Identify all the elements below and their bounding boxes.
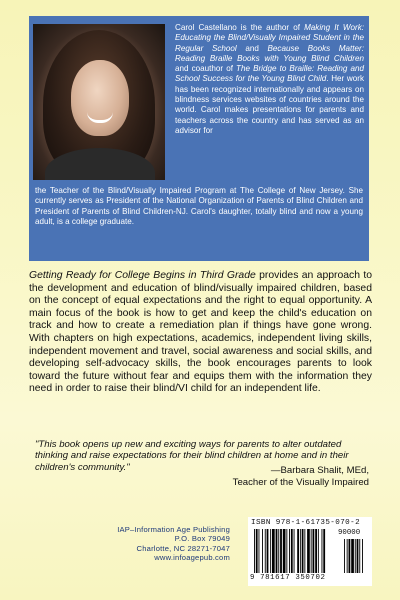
- barcode-bar: [280, 529, 282, 573]
- bio-connector: and coauthor of: [175, 64, 237, 74]
- addon-bar: [357, 539, 359, 573]
- barcode-box: [248, 517, 372, 586]
- barcode-bar: [322, 529, 323, 573]
- barcode-bar: [256, 529, 258, 573]
- author-face: [71, 60, 129, 136]
- publisher-name: IAP–Information Age Publishing: [117, 525, 230, 534]
- bio-connector: and: [236, 43, 268, 53]
- barcode-bar: [297, 529, 299, 573]
- barcode-bar: [300, 529, 301, 573]
- addon-bar: [349, 539, 351, 573]
- barcode-bar: [262, 529, 263, 573]
- barcode-bar: [254, 529, 255, 573]
- book-title: Getting Ready for College Begins in Third Grade: [29, 270, 256, 281]
- barcode-bar: [304, 529, 305, 573]
- addon-bar: [359, 539, 360, 573]
- barcode-bar: [270, 529, 271, 573]
- price-code: 90000: [338, 529, 361, 537]
- barcode-bar: [276, 529, 278, 573]
- testimonial-attribution: —Barbara Shalit, MEd, Teacher of the Visually Impaired: [232, 465, 369, 488]
- bio-book-title-2: Because Books Matter: Reading Braille Books with Young Blind Children: [175, 43, 364, 63]
- book-description: [29, 270, 372, 396]
- bio-book-title-3: The Bridge to Braille: Reading and School Success for the Young Blind Child: [175, 64, 365, 84]
- publisher-block: [85, 525, 230, 563]
- barcode-bar: [272, 529, 275, 573]
- addon-bar: [344, 539, 345, 573]
- bio-book-title-1: Making It Work: Educating the Blind/Visually Impaired Student in the Regular School: [175, 23, 365, 53]
- addon-bar: [362, 539, 363, 573]
- addon-bar: [355, 539, 356, 573]
- barcode-bar: [278, 529, 279, 573]
- barcode-bar: [302, 529, 304, 573]
- bio-body: . Her work has been recognized internationally and appears on blindness services websites of countries around the world. Carol makes presentations for parents and teachers across the country and has served as an advisor for: [175, 74, 364, 135]
- author-photo: [33, 24, 165, 180]
- barcode-bar: [313, 529, 315, 573]
- publisher-city: Charlotte, NC 28271-7047: [136, 543, 230, 553]
- barcode-bar: [294, 529, 295, 573]
- ean-digits: 9 781617 350702: [250, 574, 326, 582]
- barcode-bar: [291, 529, 293, 573]
- addon-bar: [347, 539, 348, 573]
- bio-intro: Carol Castellano is the author of: [175, 23, 305, 32]
- barcode-bar: [318, 529, 319, 573]
- author-bio-panel: [29, 16, 369, 261]
- publisher-po-box: P.O. Box 79049: [174, 534, 230, 544]
- author-bio-continued: the Teacher of the Blind/Visually Impaired Program at The College of New Jersey. She currently serves as President of the National Organization of Parents of Blind Children and President of Parents of Blind Children-NJ. Carol's daughter, totally blind and now a young adult, is a college graduate.: [35, 186, 363, 226]
- barcode-bar: [265, 529, 266, 573]
- barcode-bar: [286, 529, 287, 573]
- barcode-bar: [315, 529, 317, 573]
- barcode-bar: [323, 529, 325, 573]
- barcode-bar: [307, 529, 310, 573]
- publisher-website: www.infoagepub.com: [154, 553, 230, 563]
- barcode-bar: [267, 529, 269, 573]
- isbn-label: ISBN 978-1-61735-070-2: [251, 519, 361, 527]
- testimonial-quote: "This book opens up new and exciting ways for parents to alter outdated thinking and raise expectations for their blind children at home and in their children's community.": [35, 439, 349, 473]
- addon-bar: [351, 539, 354, 573]
- barcode-bar: [259, 529, 260, 573]
- author-bio-text: [175, 23, 364, 136]
- description-text: provides an approach to the development and education of blind/visually impaired children, based on the concept of equal expectations and the right to equal opportunity. A main focus of the book is how to get and keep the child's education on track and how to create a remediation plan if things have gone wrong. With chapters on high expectations, academics, independent living skills, independent movement and travel, social awareness and social skills, and developing self-advocacy skills, the book encourages parents to look toward the future without fear and equips them with the information they need in order to raise their blind/VI child for an independent life.: [29, 270, 373, 395]
- barcode-bar: [311, 529, 312, 573]
- barcode-bar: [289, 529, 290, 573]
- barcode-bar: [283, 529, 286, 573]
